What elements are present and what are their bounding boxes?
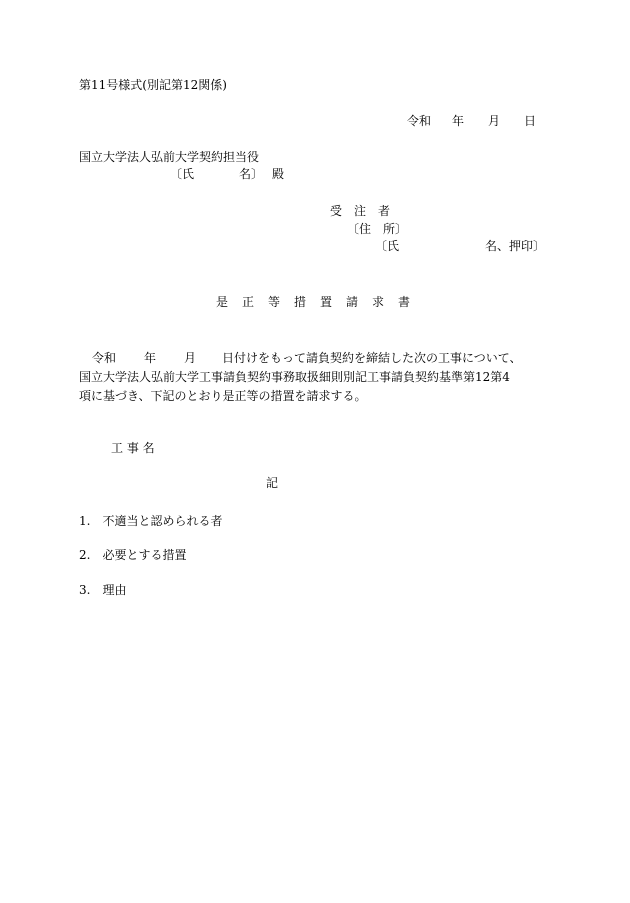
list-item-unsuitable-person: 1. 不適当と認められる者 [79,514,223,528]
title-char: 書 [398,295,411,309]
title-char: 請 [346,295,359,309]
contractor-name-close: 名、押印〕 [485,239,546,253]
date-month: 月 [488,114,501,128]
date-year: 年 [452,114,465,128]
date-era: 令和 [407,114,432,128]
addressee-name-open: 〔氏 [170,167,195,181]
form-number: 第11号様式(別記第12関係) [79,78,227,92]
body-month: 月 [184,351,197,365]
title-char: 置 [320,295,333,309]
addressee-name-close: 名〕 [239,167,264,181]
body-line1-tail: 日付けをもって請負契約を締結した次の工事について、 [222,351,522,365]
title-char: 求 [372,295,385,309]
body-year: 年 [144,351,157,365]
ki-heading: 記 [266,476,279,490]
addressee-organization: 国立大学法人弘前大学契約担当役 [79,150,260,164]
addressee-honorific: 殿 [272,167,285,181]
title-char: 正 [242,295,255,309]
list-item-required-measures: 2. 必要とする措置 [79,548,187,562]
body-line3: 項に基づき、下記のとおり是正等の措置を請求する。 [79,389,367,403]
title-char: 措 [294,295,307,309]
list-item-reason: 3. 理由 [79,583,127,597]
contractor-label: 受 注 者 [330,204,391,218]
contractor-address: 〔住 所〕 [347,222,408,236]
contractor-name-open: 〔氏 [375,239,400,253]
body-era: 令和 [92,351,117,365]
title-char: 是 [216,295,229,309]
date-day: 日 [524,114,537,128]
work-name-label: 工 事 名 [111,441,155,455]
body-line2: 国立大学法人弘前大学工事請負契約事務取扱細則別記工事請負契約基準第12第4 [79,370,510,384]
title-char: 等 [268,295,281,309]
